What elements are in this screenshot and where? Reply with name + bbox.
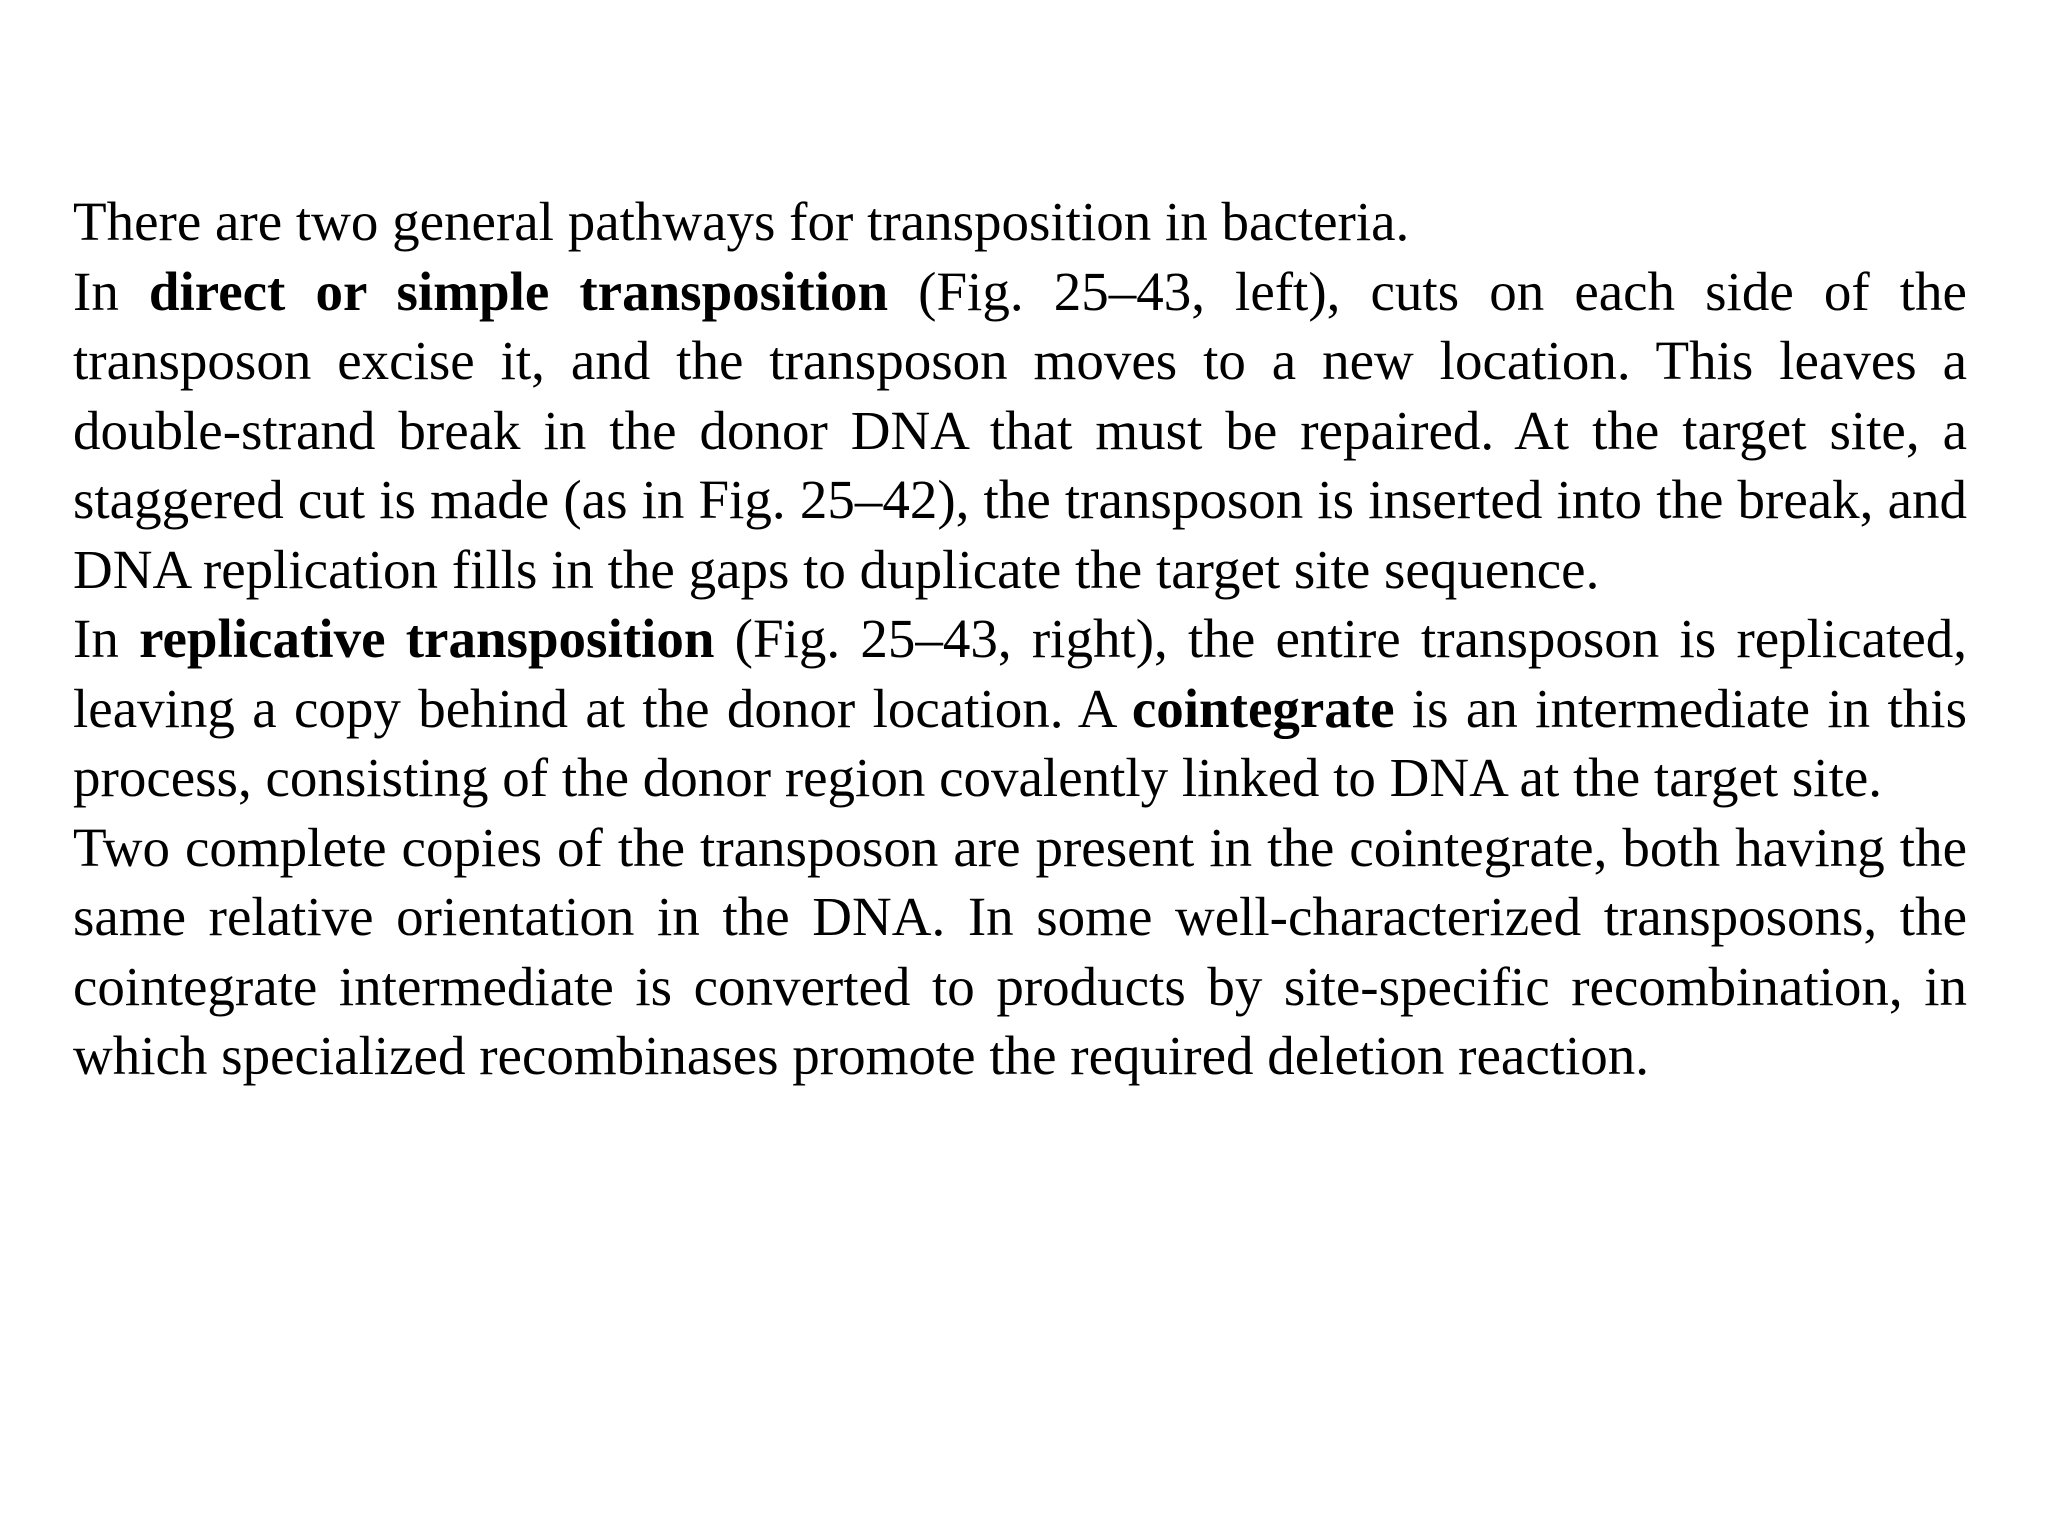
text-segment: There are two general pathways for transposition in bacteria.: [73, 191, 1410, 252]
term-cointegrate: cointegrate: [1131, 677, 1395, 739]
term-replicative-transposition: replicative transposition: [139, 608, 715, 669]
text-segment: Two complete copies of the transposon are present in the cointegrate, both having the same relative orientation in the DNA. In some well-characterized transposons, the cointegrate intermediate is converted to products by site-specific recombination, in which specialized recombinases promote the required deletion reaction.: [73, 816, 1967, 1086]
paragraph-intro: [73, 187, 1967, 257]
text-segment: (Fig. 25–43, left), cuts on each side of the transposon excise it, and the transposon moves to a new location. This leaves a double-strand break in the donor DNA that must be repaired. At the target site, a staggered cut is made (as in Fig. 25–42), the transposon is inserted into the break, and DNA replication fills in the gaps to duplicate the target site sequence.: [73, 260, 1967, 600]
text-segment: is an intermediate in this process, consisting of the donor region covalently linked to DNA at the target site.: [73, 677, 1967, 808]
term-direct-transposition: direct or simple transposition: [148, 260, 889, 322]
paragraph-cointegrate-resolution: [73, 813, 1967, 1091]
text-segment: (Fig. 25–43, right), the entire transposon is replicated, leaving a copy behind at the donor location. A: [73, 608, 1967, 739]
text-segment: In: [73, 608, 140, 669]
paragraph-direct-transposition: [73, 257, 1967, 605]
body-text: [73, 187, 1967, 1091]
paragraph-replicative-transposition: [73, 604, 1967, 813]
text-segment: In: [73, 260, 149, 322]
